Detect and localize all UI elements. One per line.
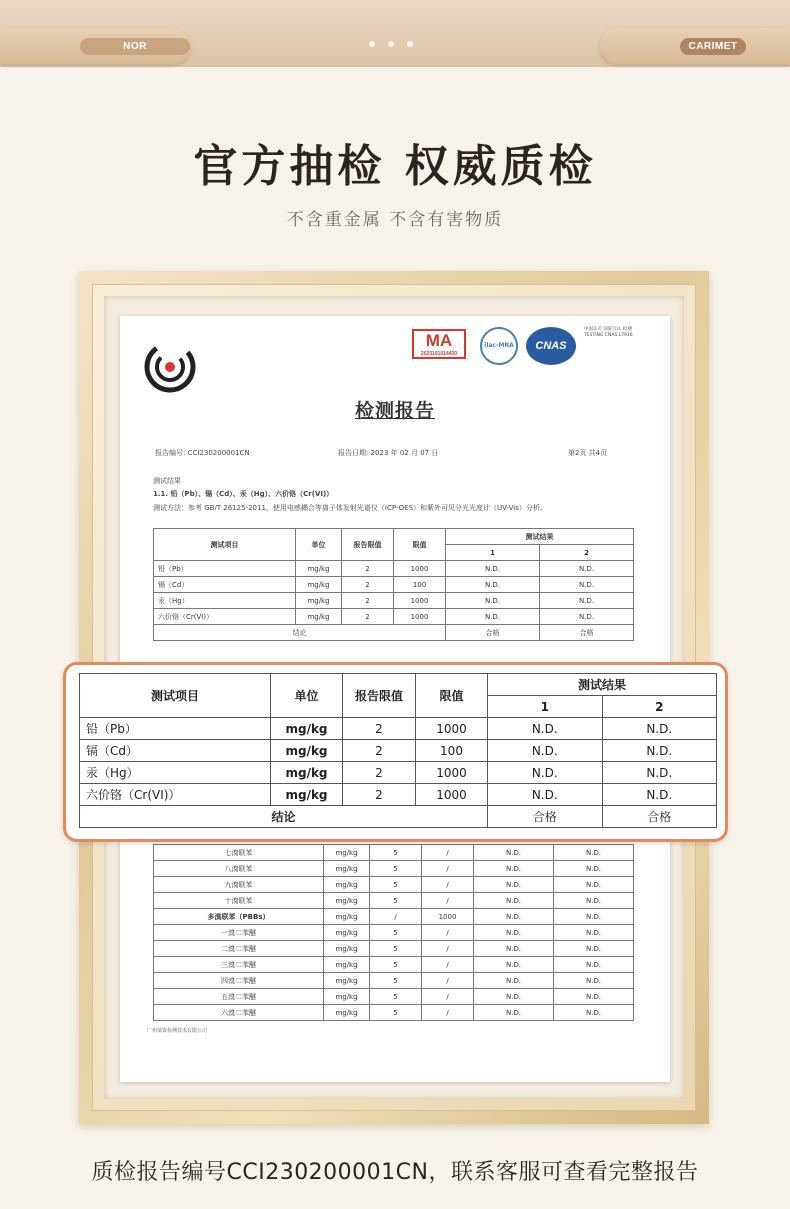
- table-row: 多溴联苯（PBBs） mg/kg / 1000 N.D. N.D.: [154, 909, 634, 925]
- report-page: 第2页 共4页: [568, 449, 608, 457]
- cnas-seal: CNAS: [526, 327, 576, 365]
- table-row: 五溴二苯醚 mg/kg 5 / N.D. N.D.: [154, 989, 634, 1005]
- headline: 官方抽检 权威质检: [193, 141, 597, 192]
- table-row: 二溴二苯醚 mg/kg 5 / N.D. N.D.: [154, 941, 634, 957]
- subheadline: 不含重金属 不含有害物质: [286, 210, 504, 230]
- report-number: 报告编号: CCI230200001CN: [155, 449, 250, 457]
- top-bar: [0, 0, 790, 67]
- doc-brominated-table: [153, 844, 634, 1021]
- lab-name: 广州瑞泰检测技术有限公司: [147, 1028, 208, 1034]
- table-row: 结论 合格 合格: [80, 806, 717, 828]
- table-row: 镉（Cd） mg/kg 2 100 N.D. N.D.: [80, 740, 717, 762]
- cnas-accreditation-text: 中国认可 国际互认 检测 TESTING CNAS L7916: [584, 327, 633, 338]
- pagination-dots: [369, 41, 413, 47]
- report-caption: 质检报告编号CCI230200001CN，联系客服可查看完整报告: [91, 1160, 699, 1185]
- table-row: 汞（Hg） mg/kg 2 1000 N.D. N.D.: [80, 762, 717, 784]
- table-row: 结论 合格 合格: [154, 625, 634, 641]
- table-row: 三溴二苯醚 mg/kg 5 / N.D. N.D.: [154, 957, 634, 973]
- table-row: 汞（Hg） mg/kg 2 1000 N.D. N.D.: [154, 593, 634, 609]
- table-row: 六价铬（Cr(VI)） mg/kg 2 1000 N.D. N.D.: [80, 784, 717, 806]
- table-row: 九溴联苯 mg/kg 5 / N.D. N.D.: [154, 877, 634, 893]
- brand-pill-right: CARIMET: [680, 38, 746, 55]
- table-row: 六价铬（Cr(VI)） mg/kg 2 1000 N.D. N.D.: [154, 609, 634, 625]
- test-method: 测试方法：参考 GB/T 26125-2011，使用电感耦合等离子体发射光谱仪（ICP-OES）和紫外可见分光光度计（UV-Vis）分析。: [153, 504, 547, 512]
- table-row: 铅（Pb） mg/kg 2 1000 N.D. N.D.: [154, 561, 634, 577]
- table-row: 八溴联苯 mg/kg 5 / N.D. N.D.: [154, 861, 634, 877]
- lab-logo-icon: [144, 341, 196, 393]
- table-row: 四溴二苯醚 mg/kg 5 / N.D. N.D.: [154, 973, 634, 989]
- table-row: 铅（Pb） mg/kg 2 1000 N.D. N.D.: [80, 718, 717, 740]
- report-date: 报告日期: 2023 年 02 月 07 日: [338, 449, 439, 457]
- zoomed-results-table: 测试项目 单位 报告限值 限值 测试结果 1 2 铅（Pb） mg/kg 2 1000 N.D. N.D. 镉（Cd） mg/kg 2 100 N.D. N.D. 汞（Hg） mg/kg 2 1000 N.D. N.D. 六价铬（Cr(VI)） mg/kg 2 1000 N.D. N.D. 结论 合格 合格: [79, 673, 717, 828]
- table-row: 七溴联苯 mg/kg 5 / N.D. N.D.: [154, 845, 634, 861]
- cma-seal: MA 2023191014430: [412, 329, 466, 359]
- table-row: 六溴二苯醚 mg/kg 5 / N.D. N.D.: [154, 1005, 634, 1021]
- ilac-mra-seal: ilac-MRA: [480, 327, 518, 365]
- doc-results-table: 测试项目 单位 报告限值 限值 测试结果 1 2 铅（Pb） mg/kg 2 1000 N.D. N.D. 镉（Cd） mg/kg 2 100 N.D. N.D. 汞（Hg） mg/kg 2 1000 N.D. N.D. 六价铬（Cr(VI)） mg/kg 2 1000 N.D. N.D. 结论 合格 合格: [153, 528, 634, 641]
- section-item: 1.1. 铅（Pb）、镉（Cd）、汞（Hg）、六价铬（Cr(VI)）: [153, 490, 334, 498]
- section-heading: 测试结果: [153, 477, 181, 485]
- table-row: 镉（Cd） mg/kg 2 100 N.D. N.D.: [154, 577, 634, 593]
- brand-pill-left: NOR: [80, 38, 190, 55]
- table-row: 一溴二苯醚 mg/kg 5 / N.D. N.D.: [154, 925, 634, 941]
- table-row: 十溴联苯 mg/kg 5 / N.D. N.D.: [154, 893, 634, 909]
- report-title: 检测报告: [354, 400, 435, 422]
